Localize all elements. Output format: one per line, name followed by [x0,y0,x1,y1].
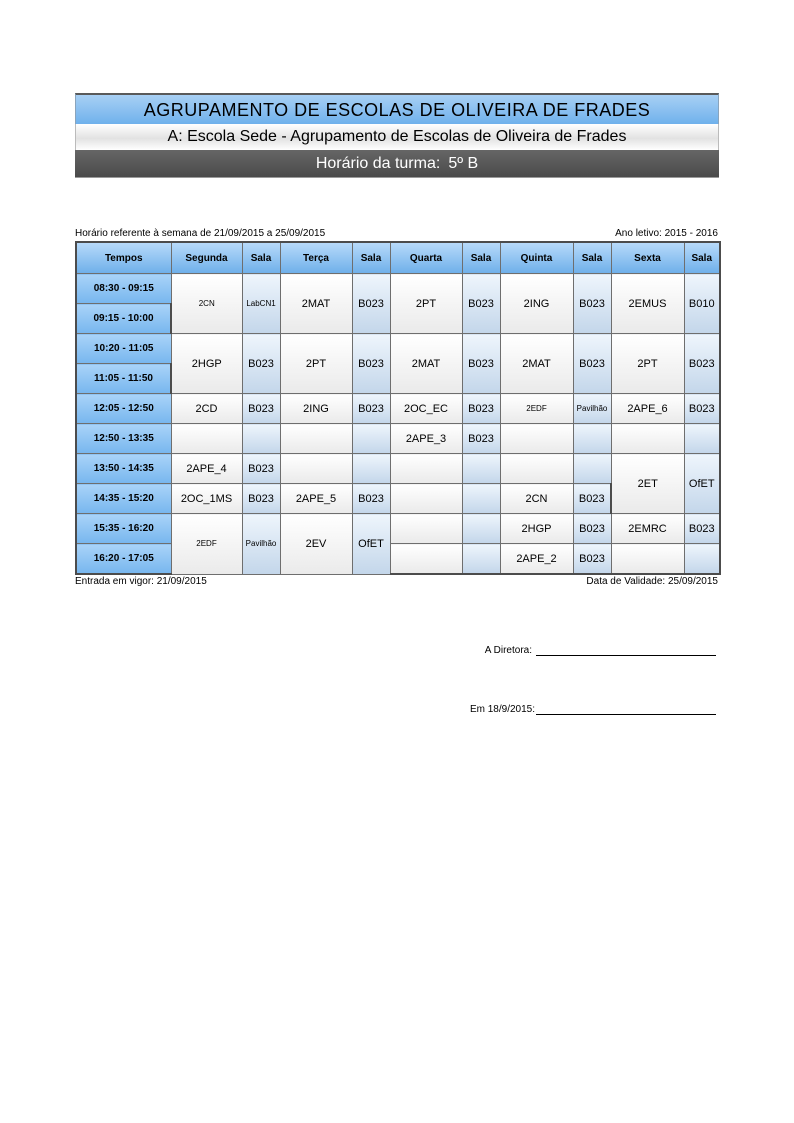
class-cell: 2APE_5 [280,484,352,514]
col-header-sala: Sala [242,242,280,274]
time-slot: 13:50 - 14:35 [76,454,171,484]
col-header-quinta: Quinta [500,242,573,274]
class-cell: 2HGP [171,334,242,394]
class-cell: 2APE_3 [390,424,462,454]
time-slot: 14:35 - 15:20 [76,484,171,514]
time-slot: 10:20 - 11:05 [76,334,171,364]
class-cell: 2MAT [500,334,573,394]
class-cell: 2APE_2 [500,544,573,575]
empty-cell [390,454,462,484]
col-header-sala: Sala [684,242,720,274]
empty-cell [280,424,352,454]
empty-cell [171,424,242,454]
class-cell: 2CN [500,484,573,514]
room-cell: B023 [242,484,280,514]
class-cell: 2ING [280,394,352,424]
empty-cell [462,514,500,544]
empty-cell [352,424,390,454]
room-cell: B023 [352,274,390,334]
empty-cell [500,454,573,484]
empty-cell [500,424,573,454]
empty-cell [390,484,462,514]
empty-cell [242,424,280,454]
table-row [76,454,720,484]
room-cell: B023 [573,484,611,514]
room-cell: B023 [573,274,611,334]
table-row [76,394,720,424]
col-header-sala: Sala [573,242,611,274]
class-cell: 2EDF [500,394,573,424]
class-cell: 2PT [611,334,684,394]
class-name: 5º B [448,155,479,172]
room-cell: B023 [242,394,280,424]
class-cell: 2ING [500,274,573,334]
time-slot: 08:30 - 09:15 [76,274,171,304]
empty-cell [684,424,720,454]
class-cell: 2HGP [500,514,573,544]
effective-date: Entrada em vigor: 21/09/2015 [75,576,207,587]
empty-cell [390,544,462,575]
empty-cell [611,544,684,575]
empty-cell [352,454,390,484]
empty-cell [684,544,720,575]
room-cell: LabCN1 [242,274,280,334]
time-slot: 12:50 - 13:35 [76,424,171,454]
room-cell: B010 [684,274,720,334]
class-cell: 2MAT [280,274,352,334]
class-cell: 2OC_EC [390,394,462,424]
class-cell: 2ET [611,454,684,514]
header-row [76,242,720,274]
class-cell: 2PT [280,334,352,394]
class-cell: 2OC_1MS [171,484,242,514]
class-cell: 2APE_4 [171,454,242,484]
class-cell: 2EDF [171,514,242,575]
room-cell: B023 [573,334,611,394]
schedule-table [75,241,721,575]
room-cell: B023 [462,394,500,424]
time-slot: 15:35 - 16:20 [76,514,171,544]
room-cell: B023 [462,274,500,334]
empty-cell [462,454,500,484]
school-group-title: AGRUPAMENTO DE ESCOLAS DE OLIVEIRA DE FRADES [75,93,719,124]
empty-cell [573,424,611,454]
empty-cell [611,424,684,454]
room-cell: OfET [684,454,720,514]
class-schedule-title [75,150,719,178]
class-label: Horário da turma: [315,155,441,172]
time-slot: 16:20 - 17:05 [76,544,171,575]
room-cell: B023 [242,334,280,394]
date-signature-label: Em 18/9/2015: [469,704,535,715]
class-cell: 2MAT [390,334,462,394]
class-cell: 2EMUS [611,274,684,334]
table-row [76,274,720,304]
director-signature-line [536,655,716,656]
room-cell: Pavilhão [242,514,280,575]
col-header-sala: Sala [462,242,500,274]
empty-cell [390,514,462,544]
week-reference: Horário referente à semana de 21/09/2015 a 25/09/2015 [75,228,326,239]
class-cell: 2EV [280,514,352,575]
room-cell: B023 [462,424,500,454]
time-slot: 11:05 - 11:50 [76,364,171,394]
empty-cell [280,454,352,484]
col-header-sexta: Sexta [611,242,684,274]
time-slot: 09:15 - 10:00 [76,304,171,334]
room-cell: B023 [242,454,280,484]
room-cell: B023 [352,484,390,514]
col-header-sala: Sala [352,242,390,274]
room-cell: B023 [462,334,500,394]
room-cell: B023 [684,394,720,424]
table-row [76,424,720,454]
empty-cell [462,544,500,575]
room-cell: B023 [573,514,611,544]
room-cell: Pavilhão [573,394,611,424]
col-header-quarta: Quarta [390,242,462,274]
room-cell: B023 [352,334,390,394]
validity-date: Data de Validade: 25/09/2015 [586,576,718,587]
table-row [76,334,720,364]
director-signature-label: A Diretora: [484,645,532,656]
room-cell: B023 [352,394,390,424]
room-cell: B023 [573,544,611,575]
col-header-tempos: Tempos [76,242,171,274]
class-cell: 2EMRC [611,514,684,544]
date-signature-line [536,714,716,715]
empty-cell [573,454,611,484]
col-header-terca: Terça [280,242,352,274]
room-cell: B023 [684,514,720,544]
room-cell: B023 [684,334,720,394]
school-name: A: Escola Sede - Agrupamento de Escolas de Oliveira de Frades [75,124,719,150]
room-cell: OfET [352,514,390,575]
empty-cell [462,484,500,514]
class-cell: 2PT [390,274,462,334]
school-year: Ano letivo: 2015 - 2016 [615,228,718,239]
time-slot: 12:05 - 12:50 [76,394,171,424]
class-cell: 2CN [171,274,242,334]
class-cell: 2APE_6 [611,394,684,424]
col-header-segunda: Segunda [171,242,242,274]
table-row [76,514,720,544]
class-cell: 2CD [171,394,242,424]
